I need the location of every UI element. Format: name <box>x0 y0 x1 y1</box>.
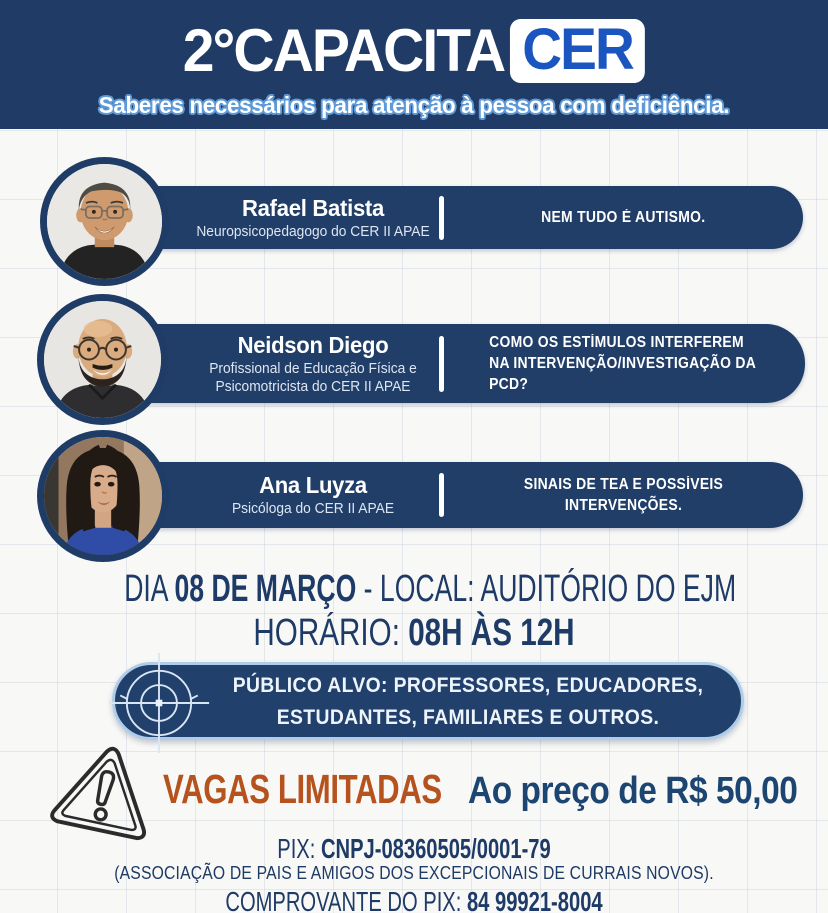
speaker-topic-zone <box>444 332 805 395</box>
speaker-role: Neuropsicopedagogo do CER II APAE <box>196 223 430 240</box>
avatar-man-glasses <box>47 164 162 279</box>
speaker-topic-zone <box>444 207 803 228</box>
title-row <box>21 18 808 84</box>
speaker-card-neidson <box>113 324 805 403</box>
speaker-topic: COMO OS ESTÍMULOS INTERFEREM NA INTERVENÇÃO/INVESTIGAÇÃO DA PCD? <box>488 334 756 393</box>
speaker-role: Profissional de Educação Física e Psicomotricista do CER II APAE <box>209 360 417 395</box>
pix-label: PIX: <box>277 833 321 864</box>
speaker-photo-rafael <box>40 157 169 286</box>
subtitle: Saberes necessários para atenção à pessoa com deficiência. <box>98 92 730 118</box>
audience-line1: PÚBLICO ALVO: PROFESSORES, EDUCADORES, <box>232 673 704 697</box>
speaker-topic-zone <box>444 474 803 516</box>
speaker-topic: SINAIS DE TEA E POSSÍVEIS INTERVENÇÕES. <box>523 476 724 514</box>
pix-value: CNPJ-08360505/0001-79 <box>320 833 551 864</box>
audience-banner <box>112 662 744 740</box>
time-label: HORÁRIO: <box>253 612 409 654</box>
speaker-info <box>187 195 439 241</box>
pricing-line <box>163 766 828 813</box>
audience-line2: ESTUDANTES, FAMILIARES E OUTROS. <box>276 705 660 729</box>
avatar-woman-long-hair <box>44 437 162 555</box>
audience-text <box>203 665 733 737</box>
speaker-role: Psicóloga do CER II APAE <box>231 501 395 517</box>
speaker-name: Rafael Batista <box>241 194 384 221</box>
event-date-location <box>124 568 737 611</box>
receipt-line <box>116 886 712 913</box>
day-label: DIA <box>124 568 175 610</box>
speaker-photo-ana <box>37 430 169 562</box>
speaker-name: Neidson Diego <box>237 331 389 358</box>
speaker-photo-neidson <box>37 294 168 425</box>
speaker-topic: NEM TUDO É AUTISMO. <box>541 209 706 226</box>
header-banner <box>0 0 828 129</box>
speaker-card-rafael <box>113 186 803 249</box>
limited-seats-text: VAGAS LIMITADAS <box>163 766 442 812</box>
receipt-value: 84 99921-8004 <box>466 886 603 913</box>
speaker-card-ana <box>113 462 803 528</box>
speaker-name: Ana Luyza <box>259 472 367 498</box>
time-value: 08H ÀS 12H <box>408 612 575 654</box>
speaker-info <box>187 332 439 396</box>
title-main: 2°CAPACITA <box>182 17 505 84</box>
title-badge-cer: CER <box>510 19 645 83</box>
speaker-info <box>187 472 439 518</box>
price-text: Ao preço de R$ 50,00 <box>467 770 798 812</box>
warning-triangle-icon <box>50 740 158 848</box>
event-time <box>91 612 737 655</box>
location-text: - LOCAL: AUDITÓRIO DO EJM <box>356 568 737 610</box>
receipt-label: COMPROVANTE DO PIX: <box>225 886 467 913</box>
day-value: 08 DE MARÇO <box>174 568 357 610</box>
association-line: (ASSOCIAÇÃO DE PAIS E AMIGOS DOS EXCEPCIONAIS DE CURRAIS NOVOS). <box>114 862 714 883</box>
pix-line <box>116 833 712 865</box>
avatar-bald-man-beard <box>44 301 161 418</box>
